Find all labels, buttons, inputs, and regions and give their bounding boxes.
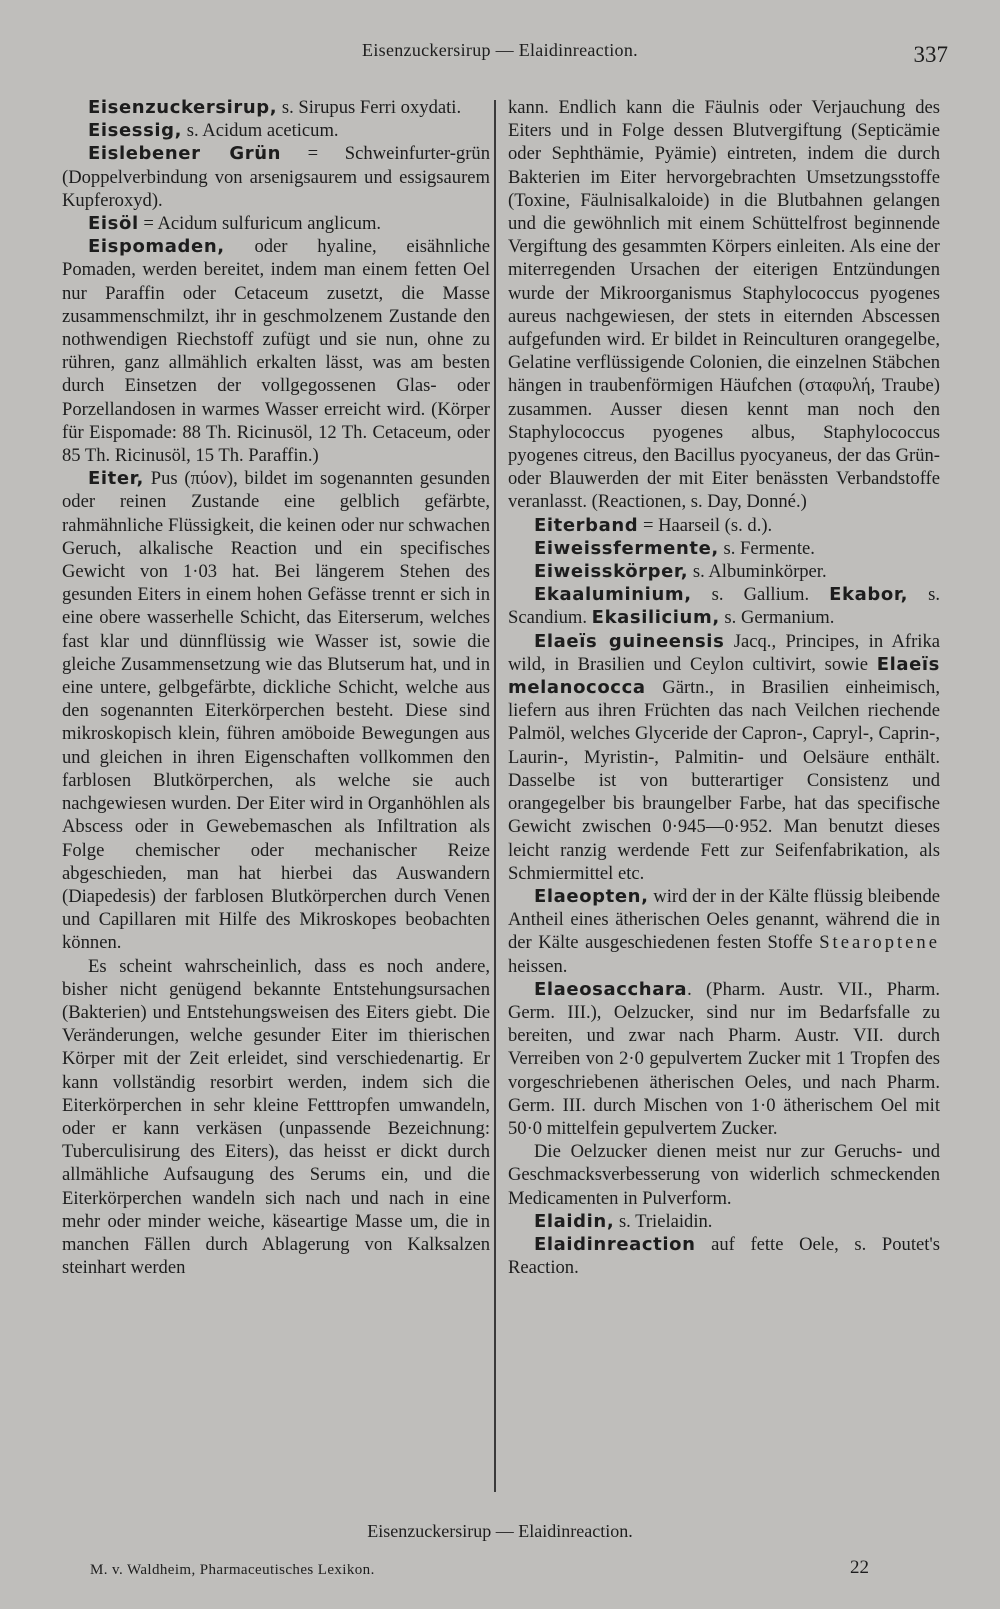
entry xyxy=(508,583,940,629)
entry xyxy=(62,119,490,142)
paragraph-text: Es scheint wahrscheinlich, dass es noch andere, bisher nicht genügend bekannte Entstehungsursachen (Bakterien) und Entstehungsweisen des Eiters giebt. Die Veränderungen, welche gesunder Eiter im thierischen Körper mit der Zeit erleidet, sind verschiedenartig. Er kann vollständig resorbirt werden, indem sich die Eiterkörperchen in sehr kleine Fetttropfen umwandeln, oder er kann verkäsen (unpassende Bezeichnung: Tuberculisirung des Eiters), das heisst er dickt durch allmähliche Aufsaugung des Serums ein, und die Eiterkörperchen wandeln sich nach und nach in eine mehr oder minder weiche, käseartige Masse um, die in manchen Fällen durch Ablagerung von Kalksalzen steinhart werden xyxy=(62,955,490,1279)
entry xyxy=(508,978,940,1140)
entry-text: = Acidum sulfuricum anglicum. xyxy=(138,213,382,235)
entry-text: s. Fermente. xyxy=(718,537,815,559)
entry xyxy=(508,1233,940,1279)
headword: Elaeosacchara xyxy=(534,978,688,1000)
paragraph xyxy=(508,1140,940,1210)
headword: Eisöl xyxy=(88,213,139,235)
column-divider xyxy=(494,100,496,1492)
entry-text: s. Sirupus Ferri oxydati. xyxy=(277,97,462,118)
running-foot: Eisenzuckersirup — Elaidinreaction. xyxy=(367,1521,633,1541)
headword: Elaidinreaction xyxy=(534,1233,696,1255)
headword: Eislebener Grün xyxy=(88,143,282,165)
entry-text: s. Acidum aceticum. xyxy=(182,120,339,142)
paragraph xyxy=(62,955,490,1280)
entry xyxy=(508,514,940,537)
entry-text: Gärtn., in Brasilien einheimisch, liefern aus ihren Früchten das nach Veilchen riechende Palmöl, welches Glyceride der Capron-, Capryl-, Caprin-, Laurin-, Myristin-, Palmitin- und Oelsäure enthält. Dasselbe ist von butterartiger Consistenz und orangegelber bis braungelber Farbe, hat das specifische Gewicht zwischen 0·945—0·952. Man benutzt dieses leicht ranzig werdende Fett zur Seifenfabrikation, als Schmiermittel etc. xyxy=(508,677,940,884)
entry-text: = Schweinfurter-grün (Doppelverbindung von arsenigsaurem und essigsaurem Kupferoxyd). xyxy=(62,143,490,211)
spaced-term: Stearoptene xyxy=(819,932,940,954)
entry xyxy=(508,560,940,583)
entry-text: heissen. xyxy=(508,955,568,977)
entry-text: wird der in der Kälte flüssig bleibende Antheil eines ätherischen Oeles genannt, während die in der Kälte ausgeschiedenen festen Stoffe xyxy=(508,885,940,954)
entry-text: auf fette Oele, s. Poutet's Reaction. xyxy=(508,1233,940,1279)
entry xyxy=(62,235,490,467)
headword: Ekaaluminium, xyxy=(534,584,692,606)
entry xyxy=(508,1210,940,1233)
entry-text: Jacq., Principes, in Afrika wild, in Brasilien und Ceylon cultivirt, sowie xyxy=(508,630,940,675)
entry xyxy=(508,537,940,560)
entry-text: s. Scandium. xyxy=(508,584,940,629)
headword: Elaidin, xyxy=(534,1210,615,1232)
left-column xyxy=(62,96,490,1279)
headword: Eispomaden, xyxy=(88,236,225,258)
entry-text: s. Gallium. xyxy=(691,584,830,606)
headword: Eisenzuckersirup, xyxy=(88,97,278,118)
headword: Eiweisskörper, xyxy=(534,561,689,583)
entry xyxy=(508,630,940,885)
entry-text: . (Pharm. Austr. VII., Pharm. Germ. III.), Oelzucker, sind nur im Bedarfsfalle zu bereiten, und zwar nach Pharm. Austr. VII. durch Verreiben von 2·0 gepulvertem Zucker mit 1 Tropfen des vorgeschriebenen ätherischen Oeles, und nach Pharm. Germ. III. durch Mischen von 1·0 ätherischem Oel mit 50·0 mittelfein gepulvertem Zucker. xyxy=(508,978,940,1139)
headword: Elaeopten, xyxy=(534,885,649,907)
entry xyxy=(62,96,490,119)
entry xyxy=(62,142,490,212)
entry-text: s. Albuminkörper. xyxy=(688,561,827,583)
entry xyxy=(508,885,940,978)
headword: Eisessig, xyxy=(88,120,183,142)
entry xyxy=(62,212,490,235)
entry-text: oder hyaline, eisähnliche Pomaden, werden bereitet, indem man einem fetten Oel nur Paraffin oder Cetaceum zusetzt, die Masse zusammenschmilzt, ihr in geschmolzenem Zustande den nothwendigen Riechstoff zufügt und sie nun, ohne zu rühren, ganz allmählich erkalten lässt, was am besten durch Einsetzen der vollgegossenen Glas- oder Porzellandosen in warmes Wasser erreicht wird. (Körper für Eispomade: 88 Th. Ricinusöl, 12 Th. Cetaceum, oder 85 Th. Ricinusöl, 15 Th. Paraffin.) xyxy=(62,236,490,467)
headword: Eiterband xyxy=(534,514,639,536)
headword: Eiter, xyxy=(88,468,144,490)
paragraph-text: kann. Endlich kann die Fäulnis oder Verjauchung des Eiters und in Folge dessen Blutvergiftung (Septicämie oder Sephthämie, Pyämie) eintreten, indem die durch Bakterien im Eiter hervorgebrachten Umsetzungsstoffe (Toxine, Fäulnisalkaloide) in die Blutbahnen gelangen und die gewöhnlich mit einem Schüttelfrost beginnende Vergiftung des gesammten Körpers einleiten. Als eine der miterregenden Ursachen der eiterigen Entzündungen wurde der Mikroorganismus Staphylococcus pyogenes aureus nachgewiesen, der stets in eiternden Abscessen aufgefunden wird. Er bildet in Reinculturen orangegelbe, Gelatine verflüssigende Colonien, die einzelnen Stäbchen hängen in traubenförmigen Häufchen (σταφυλή, Traube) zusammen. Ausser diesen kennt man noch den Staphylococcus pyogenes albus, Staphylococcus pyogenes citreus, den Bacillus pyocyaneus, der das Grün- oder Blauwerden der mit Eiter benässten Verbandstoffe veranlasst. (Reactionen, s. Day, Donné.) xyxy=(508,97,940,513)
entry-text: = Haarseil (s. d.). xyxy=(638,514,773,536)
entry-text: s. Trielaidin. xyxy=(614,1210,713,1232)
continued-paragraph xyxy=(508,96,940,514)
entry-text: s. Germanium. xyxy=(719,607,835,629)
entry xyxy=(62,467,490,954)
page-number: 337 xyxy=(913,42,948,67)
headword: Elaeïs melanococca xyxy=(508,653,940,699)
entry-text: Pus (πύον), bildet im sogenannten gesunden oder reinen Zustande eine gelblich gefärbte, rahmähnliche Flüssigkeit, die keinen oder nur schwachen Geruch, alkalische Reaction und ein specifisches Gewicht von 1·03 hat. Bei längerem Stehen des gesunden Eiters in einem hohen Gefässe trennt er sich in eine obere wasserhelle Schicht, das Eiterserum, welches fast klar und dünnflüssig wie Wasser ist, sowie die gleiche Zusammensetzung wie das Blutserum hat, und in eine untere, gelbgefärbte, dickliche Schicht, welche aus den sogenannten Eiterkörperchen besteht. Diese sind mikroskopisch klein, führen amöboide Bewegungen aus und gleichen in ihren Eigenschaften vollkommen den farblosen Blutkörperchen, als welche sie auch nachgewiesen wurden. Der Eiter wird in Organhöhlen als Abscess oder in Gewebemaschen als Infiltration als Folge chemischer oder mechanischer Reize abgeschieden, man hat hierbei das Auswandern (Diapedesis) der farblosen Blutkörperchen durch Venen und Capillaren mit Hilfe des Mikroskopes beobachten können. xyxy=(62,468,490,954)
headword: Eiweissfermente, xyxy=(534,537,719,559)
right-column xyxy=(508,96,940,1279)
paragraph-text: Die Oelzucker dienen meist nur zur Geruchs- und Geschmacksverbesserung von widerlich schmeckenden Medicamenten in Pulverform. xyxy=(508,1141,940,1209)
headword: Elaeïs guineensis xyxy=(534,630,725,652)
running-head: Eisenzuckersirup — Elaidinreaction. xyxy=(362,40,638,60)
imprint: M. v. Waldheim, Pharmaceutisches Lexikon. xyxy=(90,1562,375,1578)
headword: Ekasilicium, xyxy=(591,607,720,629)
headword: Ekabor, xyxy=(829,584,909,606)
signature-mark: 22 xyxy=(850,1557,869,1578)
